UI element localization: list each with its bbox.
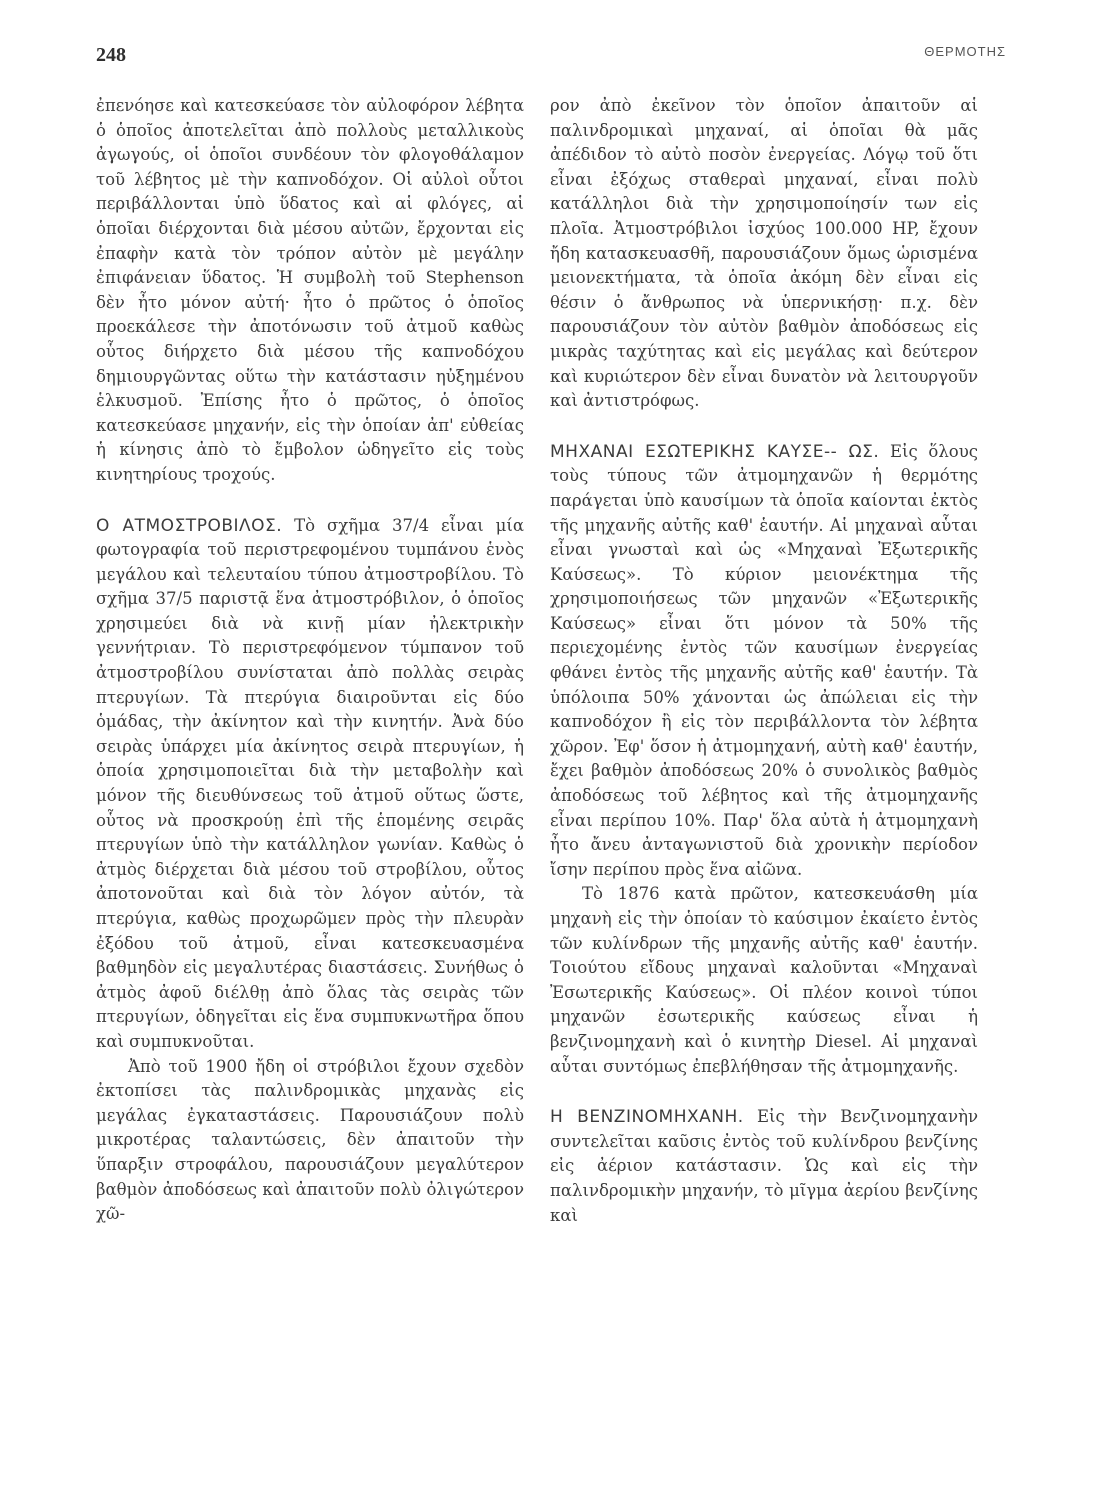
paragraph-stephenson: ἐπενόησε καὶ κατεσκεύασε τὸν αὐλοφόρον λέβητα ὁ ὁποῖος ἀποτελεῖται ἀπὸ πολλοὺς μεταλλικοὺς ἀγωγούς, οἱ ὁποῖοι συνδέουν τὸν φλογοθάλαμον τοῦ λέβητος μὲ τὴν καπνοδόχον. Οἱ αὐλοὶ οὗτοι περιβάλλονται ὑπὸ ὕδατος καὶ αἱ φλόγες, αἱ ὁποῖαι διέρχονται διὰ μέσου αὐτῶν, ἔρχονται εἰς ἐπαφὴν κατὰ τὸν τρόπον αὐτὸν μὲ μεγάλην ἐπιφάνειαν ὕδατος. Ἡ συμβολὴ τοῦ Stephenson δὲν ἦτο μόνον αὐτή· ἦτο ὁ πρῶτος ὁ ὁποῖος προεκάλεσε τὴν ἀποτόνωσιν τοῦ ἀτμοῦ καθὼς οὗτος διήρχετο διὰ μέσου τῆς καπνοδόχου δημιουργῶντας οὕτω τὴν κατάστασιν ηὐξημένου ἑλκυσμοῦ. Ἐπίσης ἦτο ὁ πρῶτος, ὁ ὁποῖος κατεσκεύασε μηχανήν, εἰς τὴν ὁποίαν ἀπ' εὐθείας ἡ κίνησις ἀπὸ τὸ ἔμβολον ὡδηγεῖτο εἰς τοὺς κινητηρίους τροχούς. [96,96,524,484]
left-column [96,94,524,1227]
section-title-gasoline-engine: Η ΒΕΝΖΙΝΟΜΗΧΑΝΗ. [550,1107,744,1128]
right-column [550,94,978,1228]
paragraph-internal-combustion [550,440,978,883]
section-text-gasoline-engine: Εἰς τὴν Βενζινομηχανὴν συντελεῖται καῦσις ἐντὸς τοῦ κυλίνδρου βενζίνης εἰς ἀέριον κατάστασιν. Ὡς καὶ εἰς τὴν παλινδρομικὴν μηχανήν, τὸ μῖγμα ἀερίου βενζίνης καὶ [550,1107,978,1225]
paragraph-1876: Τὸ 1876 κατὰ πρῶτον, κατεσκευάσθη μία μηχανὴ εἰς τὴν ὁποίαν τὸ καύσιμον ἐκαίετο ἐντὸς τῶν κυλίνδρων τῆς μηχανῆς αὐτῆς καθ' ἑαυτήν. Τοιούτου εἴδους μηχαναὶ καλοῦνται «Μηχαναὶ Ἐσωτερικῆς Καύσεως». Οἱ πλέον κοινοὶ τύποι μηχανῶν ἐσωτερικῆς καύσεως εἶναι ἡ βενζινομηχανὴ καὶ ὁ κινητὴρ Diesel. Αἱ μηχαναὶ αὗται συντόμως ἐπεβλήθησαν τῆς ἀτμομηχανῆς. [550,884,978,1076]
paragraph-turbines-1900: Ἀπὸ τοῦ 1900 ἤδη οἱ στρόβιλοι ἔχουν σχεδὸν ἐκτοπίσει τὰς παλινδρομικὰς μηχανὰς εἰς μεγάλας ἐγκαταστάσεις. Παρουσιάζουν πολὺ μικροτέρας ταλαντώσεις, δὲν ἀπαιτοῦν τὴν ὕπαρξιν στροφάλου, παρουσιάζουν μεγαλύτερον βαθμὸν ἀποδόσεως καὶ ἀπαιτοῦν πολὺ ὀλιγώτερον χῶ- [96,1056,524,1224]
section-title-internal-combustion: ΜΗΧΑΝΑΙ ΕΣΩΤΕΡΙΚΗΣ ΚΑΥΣΕ-- ΩΣ. [550,441,880,462]
page-number: 248 [96,44,126,66]
section-title-steam-turbine: Ο ΑΤΜΟΣΤΡΟΒΙΛΟΣ. [96,515,283,536]
paragraph-turbine-continued: ρον ἀπὸ ἐκεῖνον τὸν ὁποῖον ἀπαιτοῦν αἱ παλινδρομικαὶ μηχαναί, αἱ ὁποῖαι θὰ μᾶς ἀπέδιδον τὸ αὐτὸ ποσὸν ἐνεργείας. Λόγῳ τοῦ ὅτι εἶναι ἐξόχως σταθεραὶ μηχαναί, εἶναι πολὺ κατάλληλοι διὰ τὴν χρησιμοποίησίν των εἰς πλοῖα. Ἀτμοστρόβιλοι ἰσχύος 100.000 HP, ἔχουν ἤδη κατασκευασθῆ, παρουσιάζουν ὅμως ὡρισμένα μειονεκτήματα, τὰ ὁποῖα ἀκόμη δὲν εἶναι εἰς θέσιν ὁ ἄνθρωπος νὰ ὑπερνικήσῃ· π.χ. δὲν παρουσιάζουν τὸν αὐτὸν βαθμὸν ἀποδόσεως εἰς μικρὰς ταχύτητας καὶ εἰς μεγάλας καὶ δεύτερον καὶ κυριώτερον δὲν εἶναι δυνατὸν νὰ λειτουργοῦν καὶ ἀντιστρόφως. [550,96,978,411]
section-gap [550,1079,978,1105]
section-text-internal-combustion: Εἰς ὅλους τοὺς τύπους τῶν ἀτμομηχανῶν ἡ θερμότης παράγεται ὑπὸ καυσίμων τὰ ὁποῖα καίονται ἐκτὸς τῆς μηχανῆς αὐτῆς καθ' ἑαυτήν. Αἱ μηχαναὶ αὗται εἶναι γνωσταὶ καὶ ὡς «Μηχαναὶ Ἐξωτερικῆς Καύσεως». Τὸ κύριον μειονέκτημα τῆς χρησιμοποιήσεως τῶν μηχανῶν «Ἐξωτερικῆς Καύσεως» εἶναι ὅτι μόνον τὰ 50% τῆς περιεχομένης ἐντὸς τῶν καυσίμων ἐνεργείας φθάνει ἐντὸς τῆς μηχανῆς αὐτῆς καθ' ἑαυτήν. Τὰ ὑπόλοιπα 50% χάνονται ὡς ἀπώλειαι εἰς τὴν καπνοδόχον ἢ εἰς τὸν περιβάλλοντα τὸν λέβητα χῶρον. Ἐφ' ὅσον ἡ ἀτμομηχανή, αὐτὴ καθ' ἑαυτήν, ἔχει βαθμὸν ἀποδόσεως 20% ὁ συνολικὸς βαθμὸς ἀποδόσεως τοῦ λέβητος καὶ τῆς ἀτμομηχανῆς εἶναι περίπου 10%. Παρ' ὅλα αὐτὰ ἡ ἀτμομηχανὴ ἦτο ἄνευ ἀνταγωνιστοῦ διὰ χρονικὴν περίοδον ἴσην περίπου πρὸς ἕνα αἰῶνα. [550,441,978,879]
paragraph-gasoline-engine [550,1105,978,1228]
section-gap [96,488,524,514]
running-head: ΘΕΡΜΟΤΗΣ [924,44,1006,59]
section-gap [550,414,978,440]
section-text-steam-turbine: Τὸ σχῆμα 37/4 εἶναι μία φωτογραφία τοῦ περιστρεφομένου τυμπάνου ἑνὸς μεγάλου καὶ τελευταίου τύπου ἀτμοστροβίλου. Τὸ σχῆμα 37/5 παριστᾷ ἕνα ἀτμοστρόβιλον, ὁ ὁποῖος χρησιμεύει διὰ νὰ κινῇ μίαν ἠλεκτρικὴν γεννήτριαν. Τὸ περιστρεφόμενον τύμπανον τοῦ ἀτμοστροβίλου συνίσταται ἀπὸ πολλὰς σειρὰς πτερυγίων. Τὰ πτερύγια διαιροῦνται εἰς δύο ὁμάδας, τὴν ἀκίνητον καὶ τὴν κινητήν. Ἀνὰ δύο σειρὰς ὑπάρχει μία ἀκίνητος σειρὰ πτερυγίων, ἡ ὁποία χρησιμοποιεῖται διὰ τὴν μεταβολὴν καὶ μόνον τῆς διευθύνσεως τοῦ ἀτμοῦ οὕτως ὥστε, οὗτος νὰ προσκρούῃ ἐπὶ τῆς ἑπομένης σειρᾶς πτερυγίων ὑπὸ τὴν κατάλληλον γωνίαν. Καθὼς ὁ ἀτμὸς διέρχεται διὰ μέσου τοῦ στροβίλου, οὗτος ἀποτονοῦται καὶ διὰ τὸν λόγον αὐτόν, τὰ πτερύγια, καθὼς προχωρῶμεν πρὸς τὴν πλευρὰν ἐξόδου τοῦ ἀτμοῦ, εἶναι κατεσκευασμένα βαθμηδὸν εἰς μεγαλυτέρας διαστάσεις. Συνήθως ὁ ἀτμὸς ἀφοῦ διέλθῃ ἀπὸ ὅλας τὰς σειρὰς τῶν πτερυγίων, ὁδηγεῖται εἰς ἕνα συμπυκνωτῆρα ὅπου καὶ συμπυκνοῦται. [96,515,525,1051]
paragraph-steam-turbine [96,514,524,1055]
